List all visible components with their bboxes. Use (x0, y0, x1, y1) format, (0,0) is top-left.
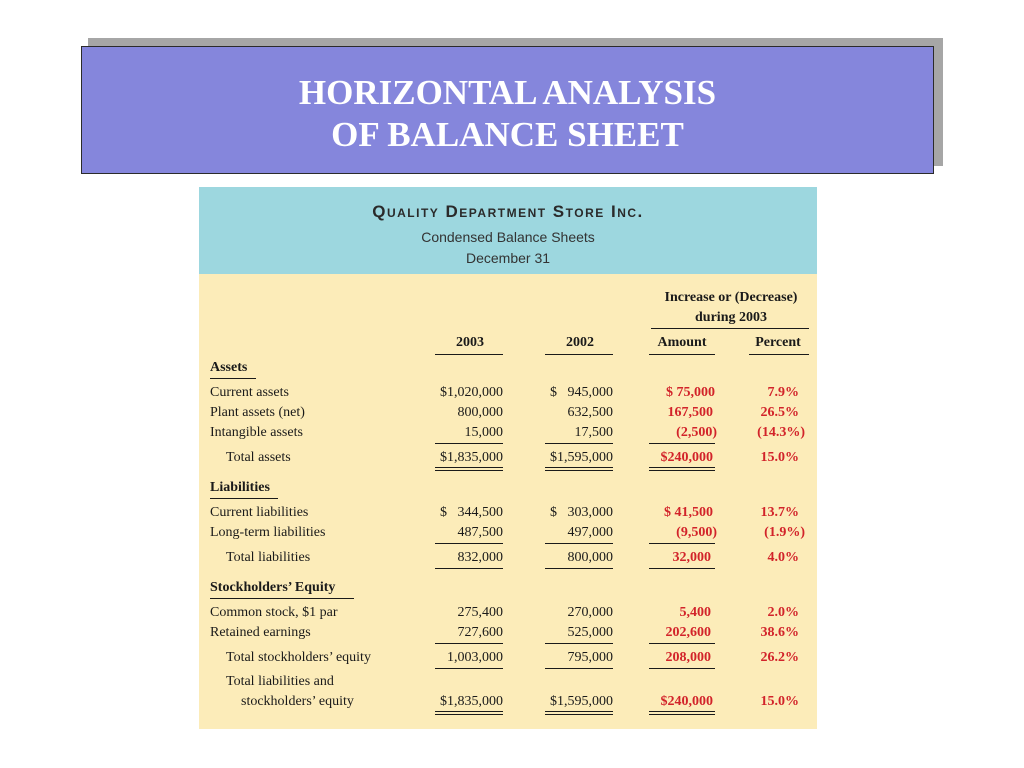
cell-amount: $240,000 (660, 450, 713, 465)
cell-percent: 26.2% (760, 650, 799, 665)
subtotal-rule (435, 543, 503, 544)
total-double-rule (545, 467, 613, 471)
subtotal-rule (649, 443, 715, 444)
subtotal-rule (649, 543, 715, 544)
company-name: Quality Department Store Inc. (372, 202, 644, 221)
cell-amount: $240,000 (660, 694, 713, 709)
statement-subtitle: Condensed Balance Sheets (421, 229, 595, 245)
title-banner (81, 46, 934, 174)
subtotal-rule (649, 668, 715, 669)
row-label: Total assets (226, 450, 291, 465)
cell-2003: $ 344,500 (440, 505, 503, 520)
total-double-rule (545, 711, 613, 715)
row-label: Total liabilities and (226, 674, 334, 689)
group-header-line-1: Increase or (Decrease) (664, 290, 798, 305)
cell-2003: 1,003,000 (447, 650, 503, 665)
cell-amount: 5,400 (679, 605, 711, 620)
slide-title-line-2: OF BALANCE SHEET (331, 115, 684, 154)
column-header-amount: Amount (657, 335, 707, 350)
cell-2002: 800,000 (567, 550, 613, 565)
group-header-line-2: during 2003 (695, 310, 767, 325)
subtotal-rule (545, 568, 613, 569)
cell-2002: $ 303,000 (550, 505, 613, 520)
subtotal-rule (545, 668, 613, 669)
cell-percent: (1.9%) (764, 525, 805, 540)
cell-percent: (14.3%) (757, 425, 805, 440)
cell-amount: 32,000 (672, 550, 711, 565)
cell-2003: 800,000 (457, 405, 503, 420)
cell-percent: 13.7% (760, 505, 799, 520)
cell-amount: 202,600 (665, 625, 711, 640)
subtotal-rule (545, 643, 613, 644)
cell-amount: $ 41,500 (664, 505, 713, 520)
cell-2003: $1,835,000 (440, 450, 503, 465)
row-label: Current assets (210, 385, 289, 400)
cell-2003: $1,835,000 (440, 694, 503, 709)
cell-2002: 270,000 (567, 605, 613, 620)
cell-amount: $ 75,000 (666, 385, 715, 400)
cell-2002: 795,000 (567, 650, 613, 665)
row-label: Current liabilities (210, 505, 309, 520)
row-label: Total stockholders’ equity (226, 650, 371, 665)
cell-2002: 632,500 (567, 405, 613, 420)
cell-amount: 208,000 (665, 650, 711, 665)
header-rule (435, 354, 503, 355)
cell-2003: 15,000 (464, 425, 503, 440)
subtotal-rule (545, 443, 613, 444)
subtotal-rule (649, 568, 715, 569)
section-equity: Stockholders’ Equity (210, 580, 336, 595)
column-header-2003: 2003 (456, 335, 484, 350)
header-rule (749, 354, 809, 355)
total-double-rule (435, 467, 503, 471)
subtotal-rule (435, 643, 503, 644)
statement-header (199, 187, 817, 274)
subtotal-rule (435, 668, 503, 669)
cell-percent: 4.0% (767, 550, 799, 565)
cell-percent: 26.5% (760, 405, 799, 420)
row-label: Long-term liabilities (210, 525, 326, 540)
cell-amount: 167,500 (667, 405, 713, 420)
section-rule (210, 378, 256, 379)
total-double-rule (435, 711, 503, 715)
cell-2002: $ 945,000 (550, 385, 613, 400)
cell-amount: (2,500) (676, 425, 717, 440)
cell-percent: 2.0% (767, 605, 799, 620)
cell-2003: 275,400 (457, 605, 503, 620)
cell-2003: 487,500 (457, 525, 503, 540)
cell-amount: (9,500) (676, 525, 717, 540)
cell-2002: 497,000 (567, 525, 613, 540)
header-rule (545, 354, 613, 355)
cell-2003: $1,020,000 (440, 385, 503, 400)
subtotal-rule (435, 443, 503, 444)
header-rule (649, 354, 715, 355)
balance-sheet (199, 187, 817, 729)
subtotal-rule (435, 568, 503, 569)
cell-percent: 15.0% (760, 694, 799, 709)
section-liabilities: Liabilities (210, 480, 270, 495)
column-header-2002: 2002 (566, 335, 594, 350)
total-double-rule (649, 467, 715, 471)
row-label: stockholders’ equity (241, 694, 354, 709)
cell-2003: 832,000 (457, 550, 503, 565)
slide-title-line-1: HORIZONTAL ANALYSIS (298, 73, 717, 112)
subtotal-rule (545, 543, 613, 544)
column-header-percent: Percent (755, 335, 801, 350)
row-label: Common stock, $1 par (210, 605, 338, 620)
total-double-rule (649, 711, 715, 715)
group-header-rule (651, 328, 809, 329)
cell-2002: $1,595,000 (550, 694, 613, 709)
section-rule (210, 498, 278, 499)
row-label: Retained earnings (210, 625, 311, 640)
row-label: Intangible assets (210, 425, 303, 440)
statement-date: December 31 (465, 250, 551, 266)
section-assets: Assets (210, 360, 248, 375)
subtotal-rule (649, 643, 715, 644)
cell-percent: 38.6% (760, 625, 799, 640)
row-label: Total liabilities (226, 550, 311, 565)
cell-percent: 15.0% (760, 450, 799, 465)
cell-percent: 7.9% (767, 385, 799, 400)
cell-2002: 525,000 (567, 625, 613, 640)
cell-2002: $1,595,000 (550, 450, 613, 465)
section-rule (210, 598, 354, 599)
row-label: Plant assets (net) (210, 405, 305, 420)
cell-2002: 17,500 (574, 425, 613, 440)
cell-2003: 727,600 (457, 625, 503, 640)
